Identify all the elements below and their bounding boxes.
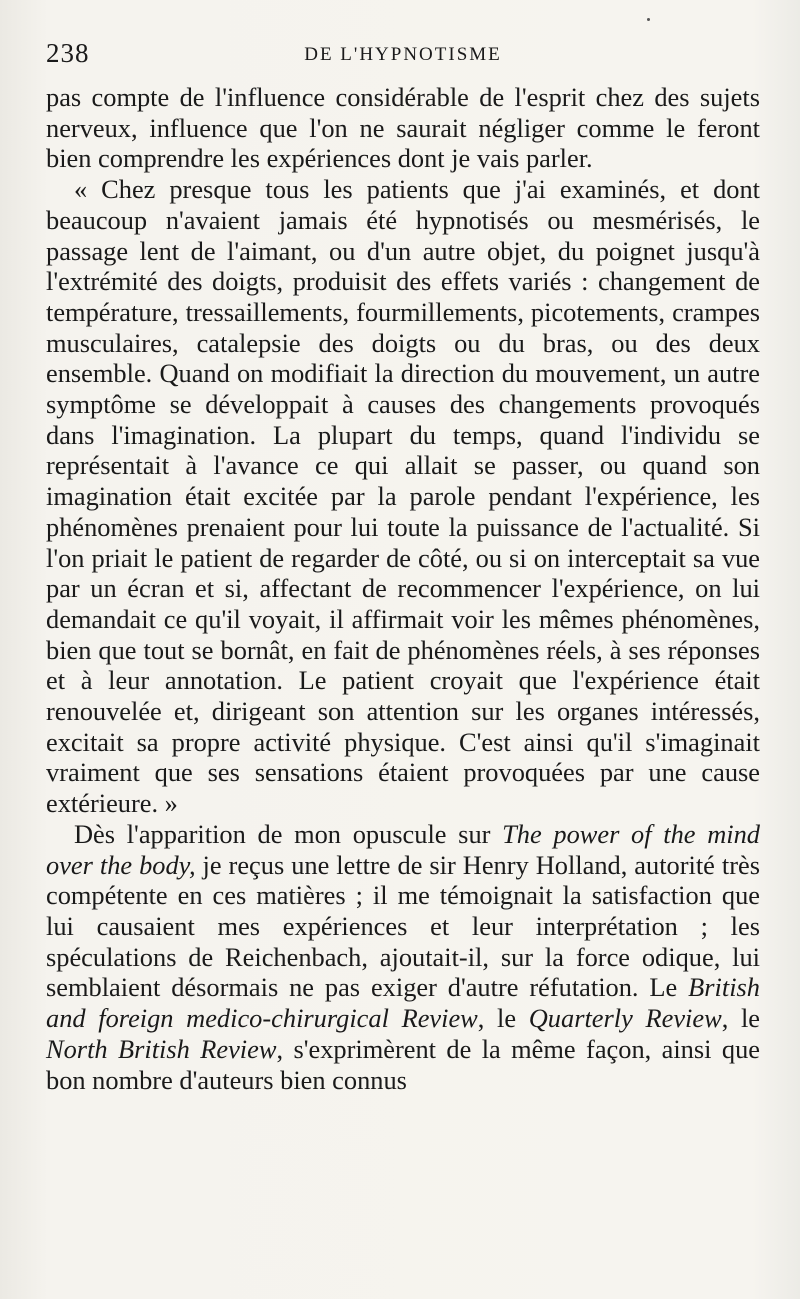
ink-speck [647, 18, 650, 21]
text-run: « Chez presque tous les patients que j'ai examinés, et dont beaucoup n'avaient jamais été hypnotisés ou mesmérisés, le passage lent de l'aimant, ou d'un autre objet, du poignet jusqu'à l'extrémité des doigts, produisit des effets variés : changement de température, tressaillements, fourmillements, picotements, crampes musculaires, catalepsie des doigts ou du bras, ou des deux ensemble. Quand on modifiait la direction du mouvement, un autre symptôme se développait à causes des changements provoqués dans l'imagination. La plupart du temps, quand l'individu se représentait à l'avance ce qui allait se passer, ou quand son imagination était excitée par la parole pendant l'expérience, les phénomènes prenaient pour lui toute la puissance de l'actualité. Si l'on priait le patient de regarder de côté, ou si on interceptait sa vue par un écran et si, affectant de recommencer l'expérience, on lui demandait ce qu'il voyait, il affirmait voir les mêmes phénomènes, bien que tout se bornât, en fait de phénomènes réels, à ses réponses et à leur annotation. Le patient croyait que l'expérience était renouvelée et, dirigeant son attention sur les organes intéressés, excitait sa propre activité physique. C'est ainsi qu'il s'imaginait vraiment que ses sensations étaient provoquées par une cause extérieure. » [46, 174, 760, 819]
italic-title: British and foreign medico-chirurgical Review [46, 972, 760, 1034]
italic-title: The power of the mind over the body, [46, 818, 760, 880]
paragraph-p3 [46, 819, 760, 1095]
page-number: 238 [46, 38, 90, 68]
paragraph-p2 [46, 174, 760, 819]
text-run: , s'exprimèrent de la même façon, ainsi que bon nombre d'auteurs bien connus [46, 1033, 760, 1095]
body-text [46, 82, 760, 1095]
text-run: Dès l'apparition de mon opuscule sur [74, 818, 503, 849]
page-header [46, 38, 760, 82]
text-run: pas compte de l'influence considérable de l'esprit chez des sujets nerveux, influence que l'on ne saurait négliger comme le feront bien comprendre les expériences dont je vais parler. [46, 82, 760, 174]
text-run: je reçus une lettre de sir Henry Holland, autorité très compétente en ces matières ; il me témoignait la satisfaction que lui causaient mes expériences et leur interprétation ; les spéculations de Reichenbach, ajoutait-il, sur la force odique, lui semblaient désormais ne pas exiger d'autre réfutation. Le [46, 849, 760, 1003]
paragraph-p1 [46, 82, 760, 174]
italic-title: North British Review [46, 1033, 277, 1064]
italic-title: Quarterly Review [528, 1003, 722, 1034]
running-title: DE L'HYPNOTISME [304, 44, 502, 65]
text-run: , le [477, 1003, 529, 1034]
text-run: , le [721, 1003, 760, 1034]
